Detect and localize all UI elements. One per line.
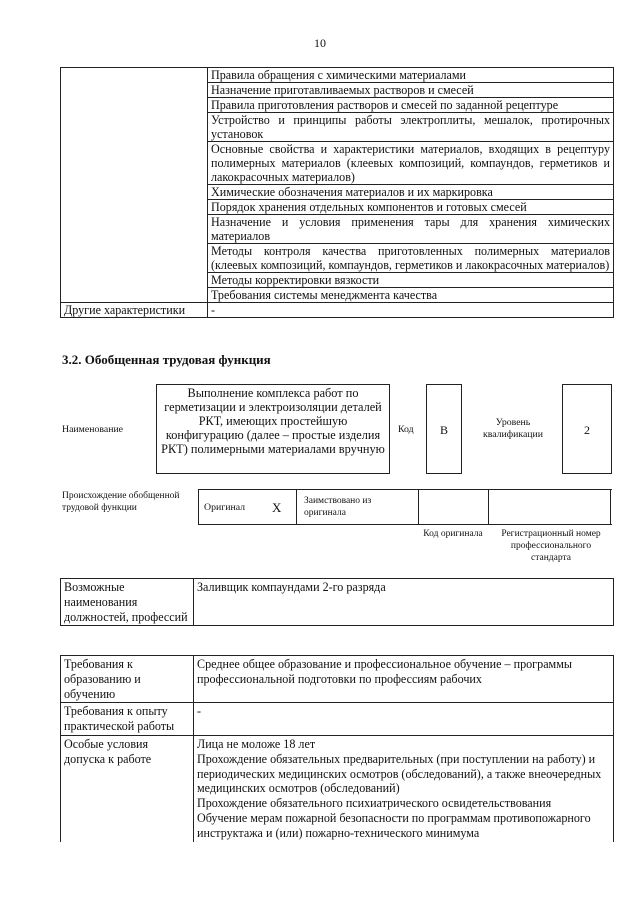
knowledge-item: Требования системы менеджмента качества (208, 288, 614, 303)
section-title: 3.2. Обобщенная трудовая функция (62, 352, 271, 367)
admission-item: Прохождение обязательного психиатрического освидетельствования (197, 796, 552, 811)
original-label: Оригинал (204, 502, 246, 513)
divider (296, 490, 297, 524)
knowledge-item: Устройство и принципы работы электроплиты, мешалок, протирочных установок (208, 113, 614, 142)
admission-label: Особые условия допуска к работе (61, 735, 194, 841)
table-row (61, 68, 614, 83)
borrowed-label: Заимствовано из оригинала (304, 496, 372, 518)
knowledge-item: Правила обращения с химическими материалами (208, 68, 614, 83)
table-row (61, 656, 614, 703)
knowledge-item: Назначение приготавливаемых растворов и смесей (208, 83, 614, 98)
knowledge-item: Назначение и условия применения тары для хранения химических материалов (208, 215, 614, 244)
empty-label-cell (61, 68, 208, 303)
admission-item: Прохождение обязательных предварительных (при поступлении на работу) и периодических медицинских осмотров (обследований), а также внеочередных медицинских осмотров (обследований) (197, 751, 602, 796)
divider (198, 490, 199, 524)
experience-value: - (194, 703, 614, 736)
knowledge-item: Методы контроля качества приготовленных полимерных материалов (клеевых композиций, компаундов, герметиков и лакокрасочных материалов) (208, 244, 614, 273)
origin-row (198, 489, 612, 525)
knowledge-item: Методы корректировки вязкости (208, 273, 614, 288)
origin-label: Происхождение обобщенной трудовой функции (62, 491, 180, 513)
level-label: Уровень квалификации (482, 417, 544, 440)
table-row (61, 703, 614, 736)
original-mark: X (272, 500, 282, 515)
level-value-box: 2 (562, 384, 612, 474)
requirements-table (60, 655, 614, 842)
divider (418, 490, 419, 524)
table-row (61, 303, 614, 318)
divider (610, 490, 611, 524)
admission-item: Обучение мерам пожарной безопасности по программам противопожарного инструктажа и (или) пожарно-технического минимума (197, 810, 591, 840)
code-label: Код (398, 424, 414, 435)
divider (488, 490, 489, 524)
knowledge-item: Основные свойства и характеристики материалов, входящих в рецептуру полимерных материалов (клеевых композиций, компаундов, герметиков и лакокрасочных материалов) (208, 142, 614, 185)
knowledge-item: Порядок хранения отдельных компонентов и готовых смесей (208, 200, 614, 215)
knowledge-item: Химические обозначения материалов и их маркировка (208, 185, 614, 200)
name-label: Наименование (62, 424, 124, 435)
education-label: Требования к образованию и обучению (61, 656, 194, 703)
positions-value: Заливщик компаундами 2-го разряда (194, 579, 614, 626)
table-row (61, 579, 614, 626)
page-number: 10 (314, 36, 326, 50)
function-name-box: Выполнение комплекса работ по герметизации и электроизоляции деталей РКТ, имеющих простейшую конфигурацию (далее – простые изделия РКТ) полимерными материалами вручную (156, 384, 390, 474)
reg-number-caption: Регистрационный номер профессионального стандарта (501, 529, 601, 563)
experience-label: Требования к опыту практической работы (61, 703, 194, 736)
positions-label: Возможные наименования должностей, профессий (61, 579, 194, 626)
knowledge-item: Правила приготовления растворов и смесей по заданной рецептуре (208, 98, 614, 113)
knowledge-table (60, 67, 614, 318)
other-characteristics-value: - (208, 303, 614, 318)
code-original-caption: Код оригинала (423, 529, 483, 539)
education-value: Среднее общее образование и профессиональное обучение – программы профессиональной подготовки по профессиям рабочих (194, 656, 614, 703)
table-row (61, 735, 614, 841)
admission-item: Лица не моложе 18 лет (197, 736, 316, 751)
admission-value (194, 735, 614, 841)
code-value-box: B (426, 384, 462, 474)
other-characteristics-label: Другие характеристики (61, 303, 208, 318)
positions-table (60, 578, 614, 626)
